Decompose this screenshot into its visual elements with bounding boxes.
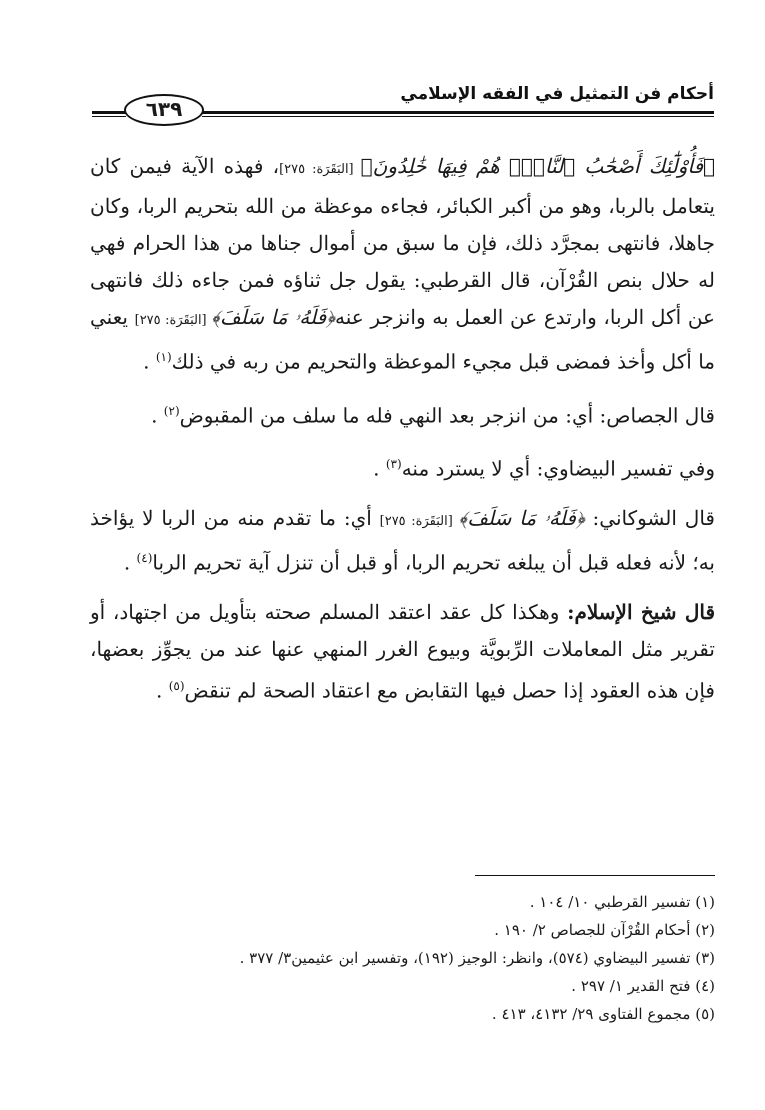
paragraph-text: يعني ما أكل وأخذ فمضى قبل مجيء الموعظة والتحريم من ربه في ذلك (90, 305, 715, 374)
header-rule-left-thin (92, 116, 126, 117)
paragraph (90, 148, 715, 381)
footnote-item: (٥) مجموع الفتاوى ٢٩/ ٤١٣٢، ٤١٣ . (491, 1005, 715, 1023)
footnote-marker: (٥) (168, 678, 185, 693)
footnote-marker: (٢) (163, 403, 180, 418)
paragraph (90, 500, 715, 582)
paragraph-text: وهكذا كل عقد اعتقد المسلم صحته بتأويل من اجتهاد، أو تقرير مثل المعاملات الرِّبويَّة وبيوع الغرر المنهي عنها عند من يجوِّز بعضها، فإن هذه العقود إذا حصل فيها التقابض مع اعتقاد الصحة لم تنقض (90, 599, 715, 703)
verse-reference: [البَقَرَة: ٢٧٥] (134, 313, 212, 328)
header-rule-thin (202, 116, 714, 117)
main-text (90, 148, 715, 709)
quran-verse: ﴿فَلَهُۥ مَا سَلَفَ﴾ (458, 505, 585, 530)
footnote-marker: (٤) (136, 550, 153, 565)
paragraph-text: ، فهذه الآية فيمن كان يتعامل بالربا، وهو من أكبر الكبائر، فجاءه موعظة من الله بتحريم الربا، وكان جاهلا، فانتهى بمجرَّد ذلك، فإن ما سبق من أموال جناها من هذا الحرام فهي له حلال بنص القُرْآن، قال القرطبي: يقول جل ثناؤه فمن جاءه ذلك فانتهى عن أكل الربا، وارتدع عن العمل به وانزجر عنه (90, 154, 715, 329)
header-rule-left (92, 111, 126, 114)
footnote-separator (475, 875, 715, 876)
paragraph-text: قال الشوكاني: (584, 505, 715, 530)
paragraph (90, 446, 715, 488)
paragraph-text: . (123, 550, 137, 575)
paragraph-text: قال الجصاص: أي: من انزجر بعد النهي فله ما سلف من المقبوض (179, 403, 715, 428)
footnote-item: (٣) تفسير البيضاوي (٥٧٤)، وانظر: الوجيز (١٩٢)، وتفسير ابن عثيمين٣/ ٣٧٧ . (239, 949, 715, 967)
footnote-marker: (١) (155, 350, 172, 364)
paragraph (90, 393, 715, 435)
footnote-item: (٤) فتح القدير ١/ ٢٩٧ . (571, 977, 715, 995)
paragraph-text: . (156, 678, 169, 703)
footnote-item: (٢) أحكام القُرْآن للجصاص ٢/ ١٩٠ . (494, 921, 715, 939)
paragraph-text: . (373, 456, 386, 481)
footnotes (90, 888, 715, 1028)
paragraph-text: . (143, 349, 156, 374)
paragraph-text: وفي تفسير البيضاوي: أي لا يسترد منه (401, 456, 715, 481)
page-number: ٦٣٩ (124, 94, 204, 126)
footnote-marker: (٣) (385, 457, 402, 472)
quran-verse: ﴿فَأُوْلَٰٓئِكَ أَصْحَٰبُ ٱلنَّارِۖ هُمْ فِيهَا خَٰلِدُونَ﴾ (360, 154, 716, 178)
paragraph-text: أي: ما تقدم منه من الربا لا يؤاخذ به؛ لأنه فعله قبل أن يبلغه تحريم الربا، أو قبل أن تنزل آية تحريم الربا (90, 505, 715, 575)
verse-reference: [البَقَرَة: ٢٧٥] (379, 513, 459, 529)
book-title: أحكام فن التمثيل في الفقه الإسلامي (400, 84, 714, 104)
footnote-item: (١) تفسير القرطبي ١٠/ ١٠٤ . (529, 893, 715, 911)
page-header (92, 78, 714, 126)
paragraph-text: . (151, 403, 164, 428)
paragraph (90, 594, 715, 710)
speaker-label: قال شيخ الإسلام: (567, 599, 715, 624)
header-rule (202, 111, 714, 114)
quran-verse: ﴿فَلَهُۥ مَا سَلَفَ﴾ (211, 305, 336, 329)
verse-reference: [البَقَرَة: ٢٧٥] (279, 162, 361, 177)
